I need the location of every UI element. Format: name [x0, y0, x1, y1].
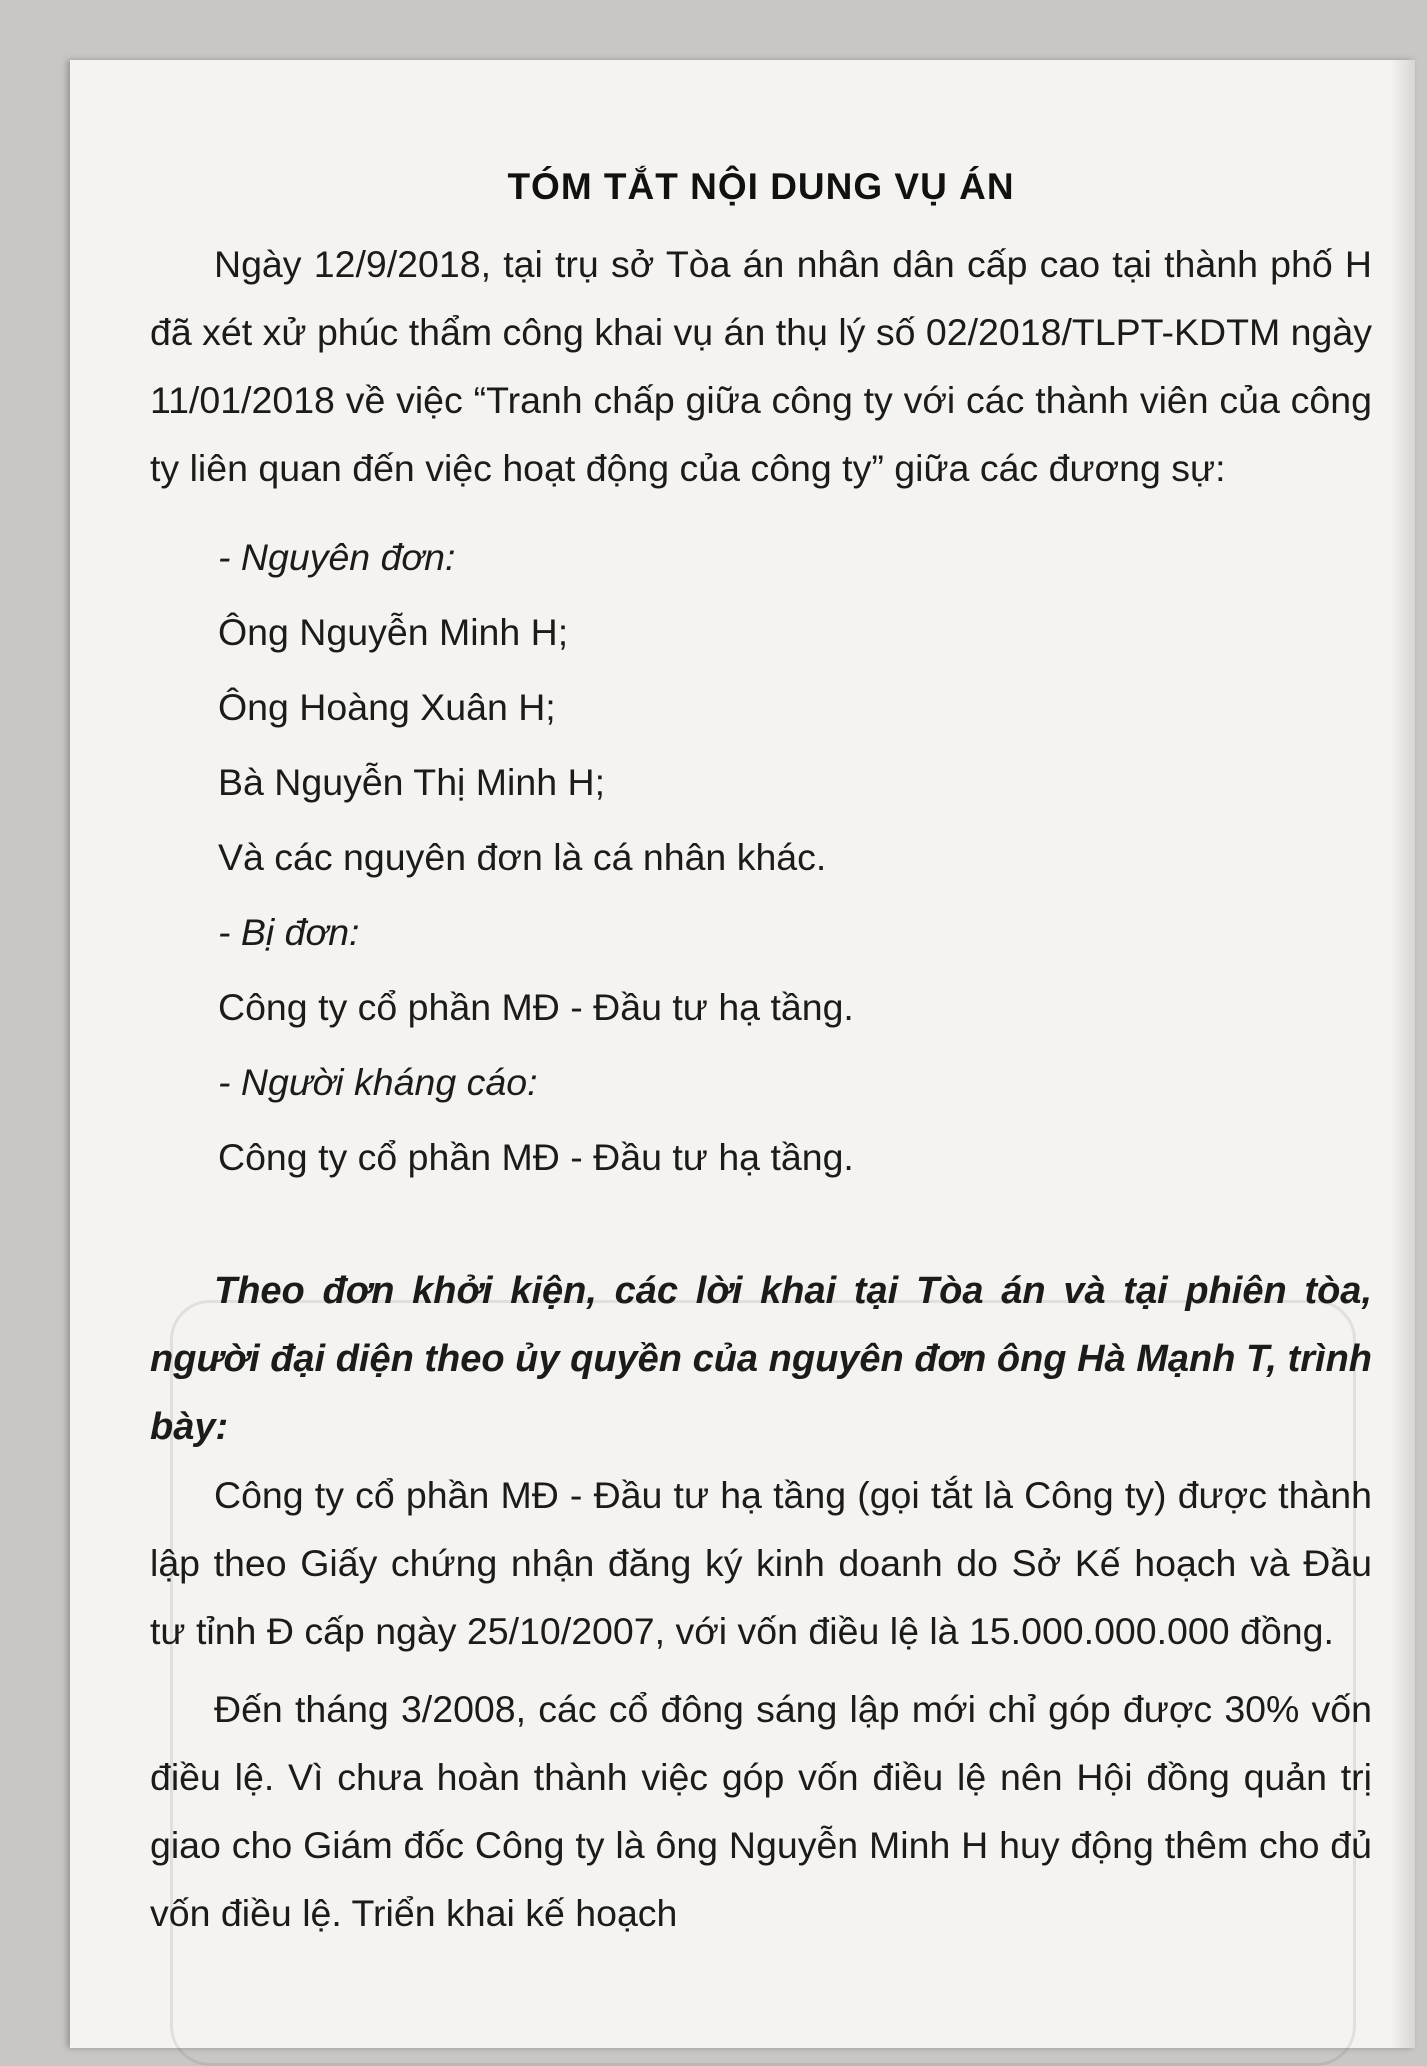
- plaintiff-label: - Nguyên đơn:: [218, 536, 456, 578]
- document-title: TÓM TẮT NỘI DUNG VỤ ÁN: [507, 166, 1015, 207]
- document-page: [70, 60, 1415, 2048]
- defendant-name: Công ty cổ phần MĐ - Đầu tư hạ tầng.: [218, 986, 854, 1028]
- page-edge-shadow: [1391, 60, 1415, 2048]
- plaintiff-item: Ông Nguyễn Minh H;: [218, 611, 569, 653]
- plaintiff-item: Và các nguyên đơn là cá nhân khác.: [218, 836, 827, 878]
- intro-paragraph: Ngày 12/9/2018, tại trụ sở Tòa án nhân dân cấp cao tại thành phố H đã xét xử phúc thẩm công khai vụ án thụ lý số 02/2018/TLPT-KDTM ngày 11/01/2018 về việc “Tranh chấp giữa công ty với các thành viên của công ty liên quan đến việc hoạt động của công ty” giữa các đương sự:: [150, 243, 1372, 489]
- body-paragraph: Đến tháng 3/2008, các cổ đông sáng lập mới chỉ góp được 30% vốn điều lệ. Vì chưa hoàn thành việc góp vốn điều lệ nên Hội đồng quản trị giao cho Giám đốc Công ty là ông Nguyễn Minh H huy động thêm cho đủ vốn điều lệ. Triển khai kế hoạch: [150, 1688, 1372, 1934]
- statement-heading: Theo đơn khởi kiện, các lời khai tại Tòa án và tại phiên tòa, người đại diện theo ủy quyền của nguyên đơn ông Hà Mạnh T, trình bày:: [150, 1270, 1372, 1448]
- body-paragraph: Công ty cổ phần MĐ - Đầu tư hạ tầng (gọi tắt là Công ty) được thành lập theo Giấy chứng nhận đăng ký kinh doanh do Sở Kế hoạch và Đầu tư tỉnh Đ cấp ngày 25/10/2007, với vốn điều lệ là 15.000.000.000 đồng.: [150, 1474, 1372, 1652]
- appellant-name: Công ty cổ phần MĐ - Đầu tư hạ tầng.: [218, 1136, 854, 1178]
- appellant-label: - Người kháng cáo:: [218, 1061, 538, 1103]
- document-content: [150, 108, 1372, 1947]
- plaintiff-item: Ông Hoàng Xuân H;: [218, 686, 556, 728]
- plaintiff-item: Bà Nguyễn Thị Minh H;: [218, 761, 605, 803]
- defendant-label: - Bị đơn:: [218, 911, 360, 953]
